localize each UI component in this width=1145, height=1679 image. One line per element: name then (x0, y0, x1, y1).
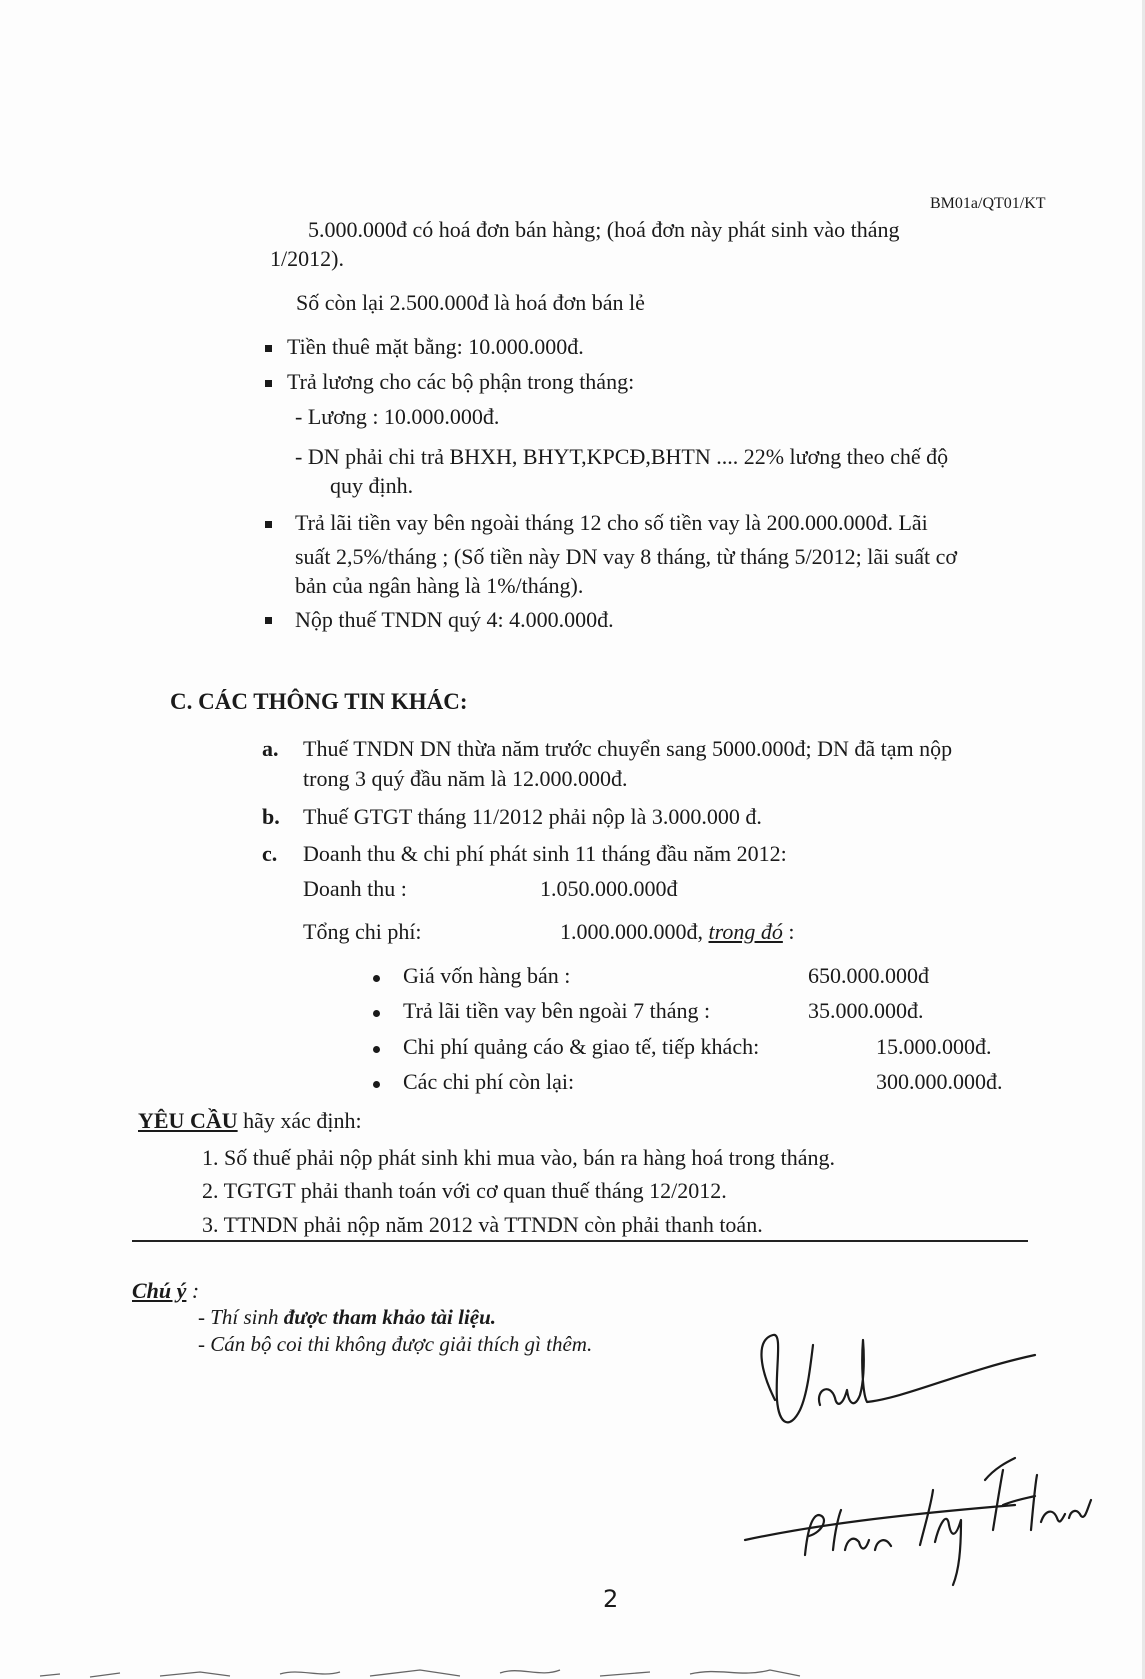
total-cost-value (560, 918, 794, 946)
cost-item-label: Trả lãi tiền vay bên ngoài 7 tháng : (403, 998, 711, 1023)
item-a-line-1: Thuế TNDN DN thừa năm trước chuyển sang 5000.000đ; DN đã tạm nộp (303, 736, 953, 761)
square-bullet-icon (265, 345, 272, 352)
note-colon: : (191, 1278, 200, 1303)
continuation-line-3: Số còn lại 2.500.000đ là hoá đơn bán lẻ (296, 290, 645, 315)
item-c-label: c. (262, 841, 278, 866)
cost-item-label: Chi phí quảng cáo & giao tế, tiếp khách: (403, 1034, 760, 1059)
requirements-heading (138, 1107, 362, 1135)
item-c-line: Doanh thu & chi phí phát sinh 11 tháng đầu năm 2012: (303, 841, 787, 866)
cost-item-value: 15.000.000đ. (876, 1034, 992, 1059)
bullet-rent: Tiền thuê mặt bằng: 10.000.000đ. (287, 334, 584, 359)
round-bullet-icon (373, 975, 380, 982)
bullet-interest-line-1: Trả lãi tiền vay bên ngoài tháng 12 cho số tiền vay là 200.000.000đ. Lãi (295, 510, 928, 535)
bullet-tax-q4: Nộp thuế TNDN quý 4: 4.000.000đ. (295, 607, 614, 632)
cost-item-value: 300.000.000đ. (876, 1069, 1003, 1094)
continuation-line-2: 1/2012). (270, 246, 344, 271)
salary-subitem-b: - DN phải chi trả BHXH, BHYT,KPCĐ,BHTN .... 22% lương theo chế độ (295, 444, 949, 469)
handwritten-signature (735, 1310, 1115, 1600)
item-b-label: b. (262, 804, 280, 829)
requirement-item: 1. Số thuế phải nộp phát sinh khi mua vào, bán ra hàng hoá trong tháng. (202, 1145, 835, 1170)
round-bullet-icon (373, 1046, 380, 1053)
note-line-1 (198, 1303, 496, 1331)
revenue-value: 1.050.000.000đ (540, 876, 678, 901)
round-bullet-icon (373, 1081, 380, 1088)
cost-item-value: 35.000.000đ. (808, 998, 924, 1023)
revenue-label: Doanh thu : (303, 876, 407, 901)
round-bullet-icon (373, 1010, 380, 1017)
page-number: 2 (603, 1585, 619, 1613)
total-cost-label: Tổng chi phí: (303, 919, 422, 944)
horizontal-divider (132, 1240, 1028, 1242)
square-bullet-icon (265, 521, 272, 528)
square-bullet-icon (265, 380, 272, 387)
cost-item-label: Các chi phí còn lại: (403, 1069, 575, 1094)
cost-item-label: Giá vốn hàng bán : (403, 963, 571, 988)
requirement-item: 2. TGTGT phải thanh toán với cơ quan thuế tháng 12/2012. (202, 1178, 727, 1203)
requirements-intro: hãy xác định: (243, 1108, 362, 1133)
total-cost-colon: : (788, 919, 795, 944)
note-heading (132, 1277, 199, 1305)
note-line-2: - Cán bộ coi thi không được giải thích gì thêm. (198, 1332, 593, 1356)
total-cost-amount: 1.000.000.000đ, (560, 919, 703, 944)
note-title: Chú ý (132, 1278, 187, 1303)
requirements-title: YÊU CẦU (138, 1108, 238, 1133)
item-b-line: Thuế GTGT tháng 11/2012 phải nộp là 3.000.000 đ. (303, 804, 762, 829)
cost-item-value: 650.000.000đ (808, 963, 929, 988)
note-line-1-emphasis: được tham khảo tài liệu. (283, 1305, 497, 1329)
bullet-salary-heading: Trả lương cho các bộ phận trong tháng: (287, 369, 635, 394)
continuation-line-1: 5.000.000đ có hoá đơn bán hàng; (hoá đơn này phát sinh vào tháng (308, 217, 900, 242)
signature-name: Phan Mỹ Hạnh (735, 1310, 742, 1311)
total-cost-note: trong đó (708, 919, 783, 944)
salary-subitem-a: - Lương : 10.000.000đ. (295, 404, 500, 429)
requirement-item: 3. TTNDN phải nộp năm 2012 và TTNDN còn phải thanh toán. (202, 1212, 763, 1237)
note-line-1-text: - Thí sinh (198, 1305, 284, 1329)
document-code: BM01a/QT01/KT (930, 195, 1046, 212)
scan-artifact-strip (0, 1664, 1145, 1679)
item-a-label: a. (262, 736, 279, 761)
section-c-heading: C. CÁC THÔNG TIN KHÁC: (170, 689, 468, 714)
square-bullet-icon (265, 617, 272, 624)
salary-subitem-b-cont: quy định. (330, 473, 414, 498)
bullet-interest-line-2: suất 2,5%/tháng ; (Số tiền này DN vay 8 tháng, từ tháng 5/2012; lãi suất cơ (295, 544, 958, 569)
item-a-line-2: trong 3 quý đầu năm là 12.000.000đ. (303, 766, 628, 791)
bullet-interest-line-3: bản của ngân hàng là 1%/tháng). (295, 573, 584, 598)
